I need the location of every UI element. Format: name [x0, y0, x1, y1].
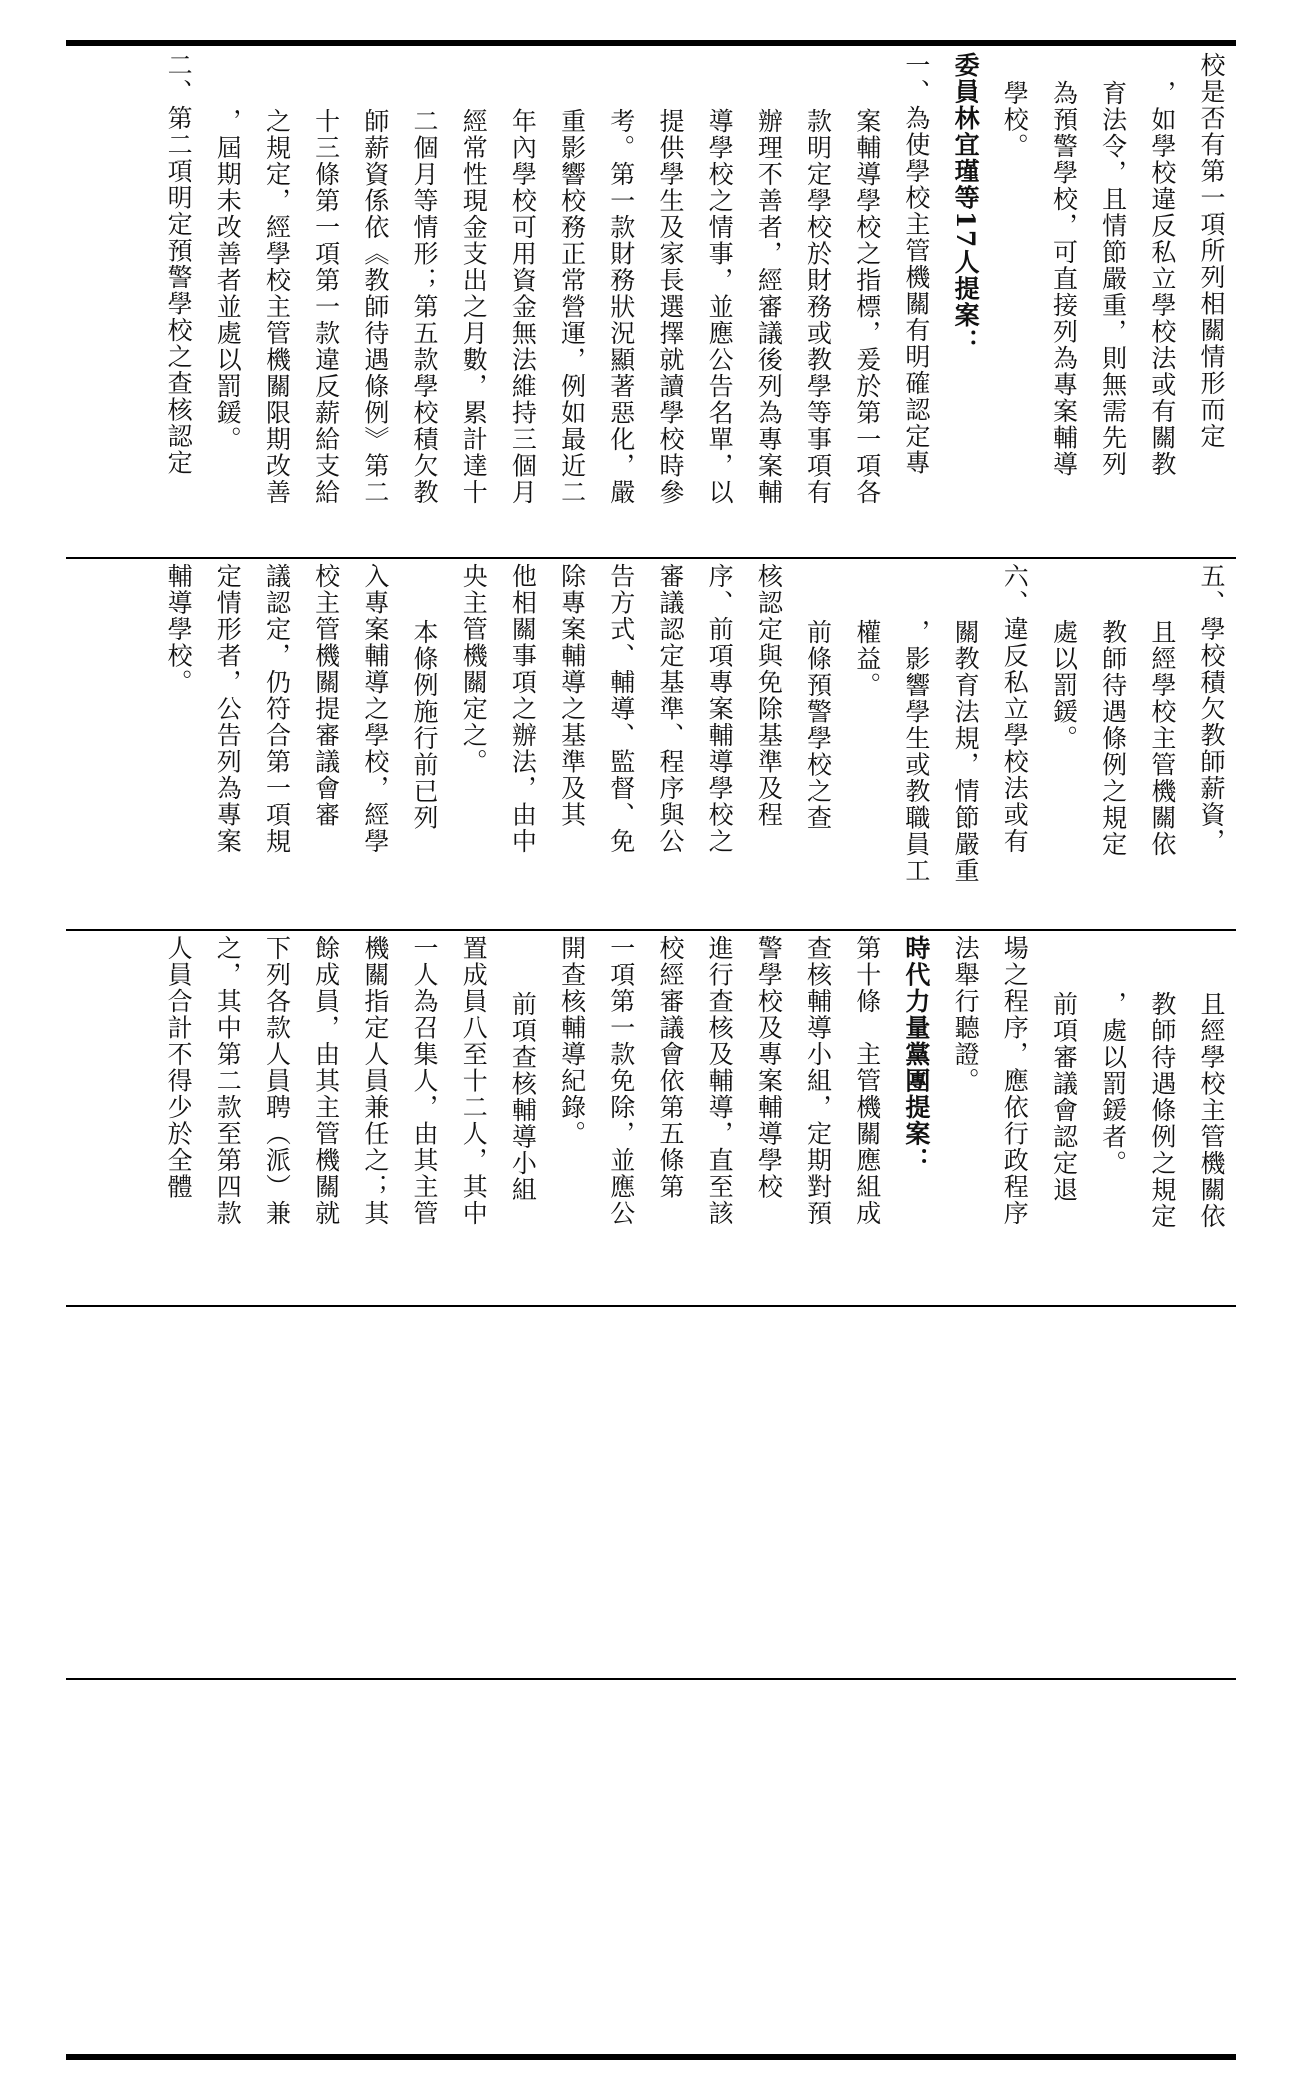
text-column: 置成員八至十二人，其中 — [459, 935, 489, 1227]
text-column: 場之程序，應依行政程序 — [1000, 935, 1030, 1227]
text-column: 序、前項專案輔導學校之 — [705, 563, 735, 855]
bottom-rule — [66, 2054, 1236, 2060]
text-column: 定情形者，公告列為專案 — [213, 563, 243, 855]
text-column: 人員合計不得少於全體 — [164, 935, 194, 1200]
text-column: 權益。 — [852, 619, 882, 699]
text-column: 六、違反私立學校法或有 — [1000, 563, 1030, 855]
text-column: 前項審議會認定退 — [1049, 991, 1079, 1203]
text-column: 前條預警學校之查 — [803, 619, 833, 831]
text-column: 二個月等情形；第五款學校積欠教 — [410, 108, 439, 506]
band-bottom — [66, 935, 1236, 1300]
text-column: 開查核輔導紀錄。 — [557, 935, 587, 1147]
band-top — [66, 52, 1236, 552]
text-column: ，處以罰鍰者。 — [1098, 991, 1128, 1177]
text-column: 入專案輔導之學校，經學 — [360, 563, 390, 855]
text-column: 二、第二項明定預警學校之查核認定 — [164, 52, 194, 476]
text-column: 教師待遇條例之規定 — [1147, 991, 1177, 1230]
text-column: 重影響校務正常營運，例如最近二 — [557, 108, 587, 506]
text-column: 且經學校主管機關依 — [1197, 991, 1226, 1230]
text-column: 警學校及專案輔導學校 — [754, 935, 784, 1200]
text-column: 本條例施行前已列 — [410, 619, 439, 831]
text-column: 第十條 主管機關應組成 — [852, 935, 882, 1227]
text-column: 經常性現金支出之月數，累計達十 — [459, 108, 489, 506]
text-column: 提供學生及家長選擇就讀學校時參 — [655, 108, 685, 506]
text-column: 法舉行聽證。 — [951, 935, 981, 1094]
text-column: 之規定，經學校主管機關限期改善 — [262, 108, 292, 506]
text-column: 教師待遇條例之規定 — [1098, 619, 1128, 858]
text-column: 校是否有第一項所列相關情形而定 — [1197, 52, 1226, 450]
band-middle — [66, 563, 1236, 925]
text-column: 一、為使學校主管機關有明確認定專 — [901, 52, 931, 476]
text-column: 前項查核輔導小組 — [508, 991, 538, 1203]
text-column: 校主管機關提審議會審 — [311, 563, 341, 828]
text-column: 十三條第一項第一款違反薪給支給 — [311, 108, 341, 506]
band-divider — [66, 1678, 1236, 1680]
text-column: 導學校之情事，並應公告名單，以 — [705, 108, 735, 506]
text-column: 且經學校主管機關依 — [1147, 619, 1177, 858]
text-column: 考。第一款財務狀況顯著惡化，嚴 — [606, 108, 636, 506]
text-column: 款明定學校於財務或教學等事項有 — [803, 108, 833, 506]
text-column: 學校。 — [1000, 80, 1030, 160]
text-column: 機關指定人員兼任之；其 — [360, 935, 390, 1227]
text-column: 為預警學校，可直接列為專案輔導 — [1049, 80, 1079, 478]
text-column: 五、學校積欠教師薪資， — [1197, 563, 1226, 855]
text-column: 師薪資係依《教師待遇條例》第二 — [360, 108, 390, 506]
text-column: 之，其中第二款至第四款 — [213, 935, 243, 1227]
text-column: 處以罰鍰。 — [1049, 619, 1079, 752]
text-column: 輔導學校。 — [164, 563, 194, 696]
text-column: ，影響學生或教職員工 — [901, 619, 931, 884]
text-column: 校經審議會依第五條第 — [655, 935, 685, 1200]
text-column: 餘成員，由其主管機關就 — [311, 935, 341, 1227]
band-divider — [66, 1305, 1236, 1307]
text-column: 進行查核及輔導，直至該 — [705, 935, 735, 1227]
text-column: 下列各款人員聘（派）兼 — [262, 935, 292, 1227]
text-column: 辦理不善者，經審議後列為專案輔 — [754, 108, 784, 506]
section-heading: 時代力量黨團提案： — [901, 935, 931, 1174]
band-divider — [66, 929, 1236, 931]
text-column: 議認定，仍符合第一項規 — [262, 563, 292, 855]
text-column: 核認定與免除基準及程 — [754, 563, 784, 828]
text-column: 關教育法規，情節嚴重 — [951, 619, 981, 884]
top-rule — [66, 40, 1236, 46]
band-divider — [66, 557, 1236, 559]
text-column: 他相關事項之辦法，由中 — [508, 563, 538, 855]
text-column: 告方式、輔導、監督、免 — [606, 563, 636, 855]
text-column: 除專案輔導之基準及其 — [557, 563, 587, 828]
text-column: 一人為召集人，由其主管 — [410, 935, 439, 1227]
text-column: 審議認定基準、程序與公 — [655, 563, 685, 855]
text-column: ，如學校違反私立學校法或有關教 — [1147, 80, 1177, 478]
text-column: ，屆期未改善者並處以罰鍰。 — [213, 108, 243, 453]
text-column: 育法令，且情節嚴重，則無需先列 — [1098, 80, 1128, 478]
text-column: 年內學校可用資金無法維持三個月 — [508, 108, 538, 506]
text-column: 案輔導學校之指標，爰於第一項各 — [852, 108, 882, 506]
text-column: 查核輔導小組，定期對預 — [803, 935, 833, 1227]
text-column: 央主管機關定之。 — [459, 563, 489, 775]
section-heading: 委員林宜瑾等17人提案： — [951, 52, 981, 355]
text-column: 一項第一款免除，並應公 — [606, 935, 636, 1227]
